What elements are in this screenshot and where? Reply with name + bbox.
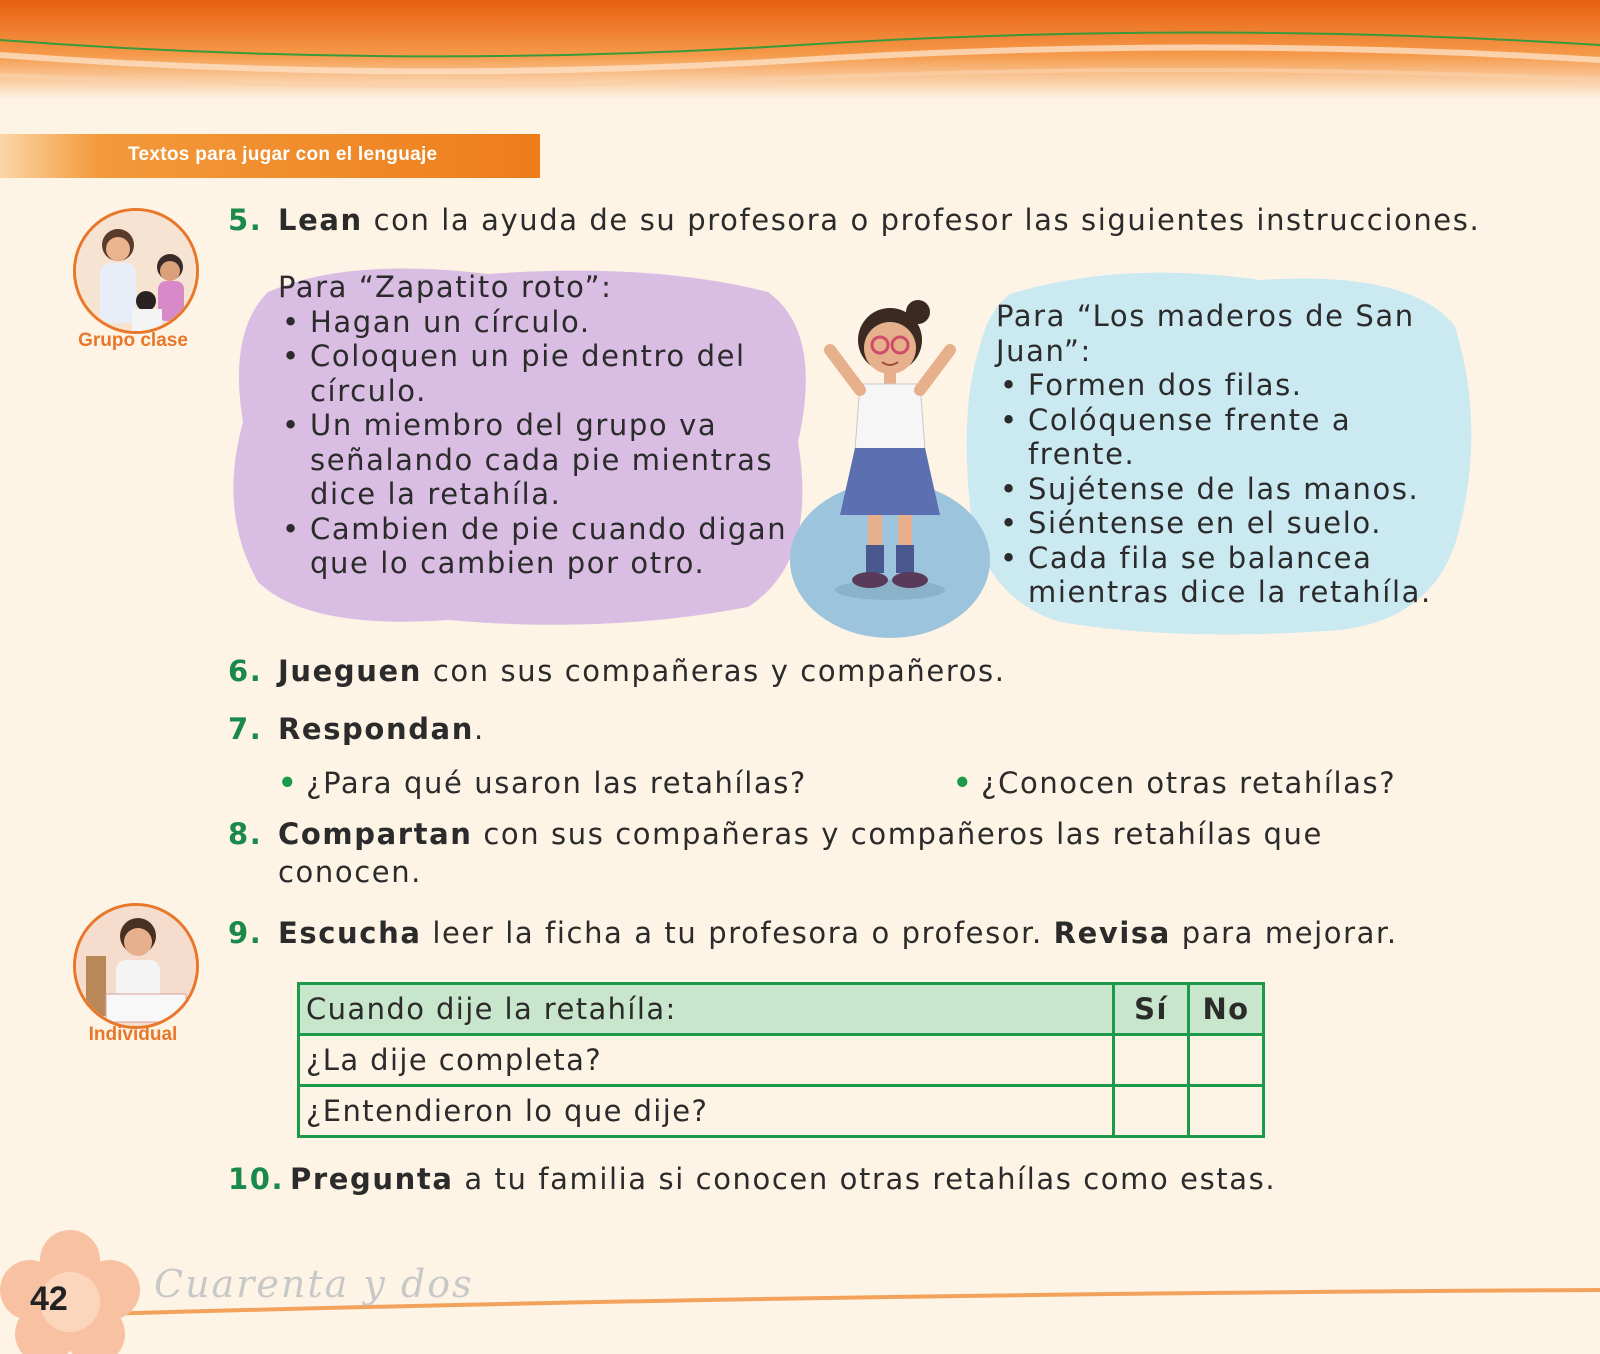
table-row [299, 1086, 1264, 1137]
section-banner [0, 134, 540, 178]
item-text: con sus compañeras y compañeros las retahílas que [472, 817, 1323, 851]
item-text: con la ayuda de su profesora o profesor las siguientes instrucciones. [362, 203, 1481, 237]
question-1 [278, 766, 807, 800]
bullet-icon: • [278, 766, 299, 800]
page-number: 42 [30, 1280, 68, 1318]
no-checkbox-cell[interactable] [1189, 1086, 1264, 1137]
item-text: leer la ficha a tu profesora o profesor. [421, 916, 1054, 950]
individual-label: Individual [88, 1024, 178, 1045]
item-number: 8. [228, 817, 263, 851]
item-text-end: para mejorar. [1170, 916, 1398, 950]
item-number: 7. [228, 712, 263, 746]
maderos-heading: Para “Los maderos de San Juan”: [996, 299, 1415, 368]
item-text: . [473, 712, 485, 746]
flower-icon [0, 1230, 150, 1354]
list-item: • Formen dos filas. [996, 368, 1466, 403]
table-header-no: No [1189, 984, 1264, 1035]
item-number: 5. [228, 203, 263, 237]
list-item: • Colóquense frente a frente. [996, 403, 1466, 472]
item-verb: Respondan [278, 712, 474, 746]
list-item: • Cambien de pie cuando digan que lo cambien por otro. [278, 512, 798, 581]
item-verb: Pregunta [290, 1162, 454, 1196]
page-number-words: Cuarenta y dos [154, 1262, 474, 1306]
header-wave-band [0, 0, 1600, 100]
table-cell-question: ¿Entendieron lo que dije? [299, 1086, 1114, 1137]
instruction-5 [228, 201, 1480, 239]
instruction-10 [228, 1160, 1276, 1198]
instruction-6 [228, 652, 1006, 690]
instruction-9 [228, 914, 1398, 952]
item-verb: Jueguen [278, 654, 423, 688]
item-text-continued: conocen. [278, 855, 422, 889]
question-2 [953, 766, 1396, 800]
item-verb: Lean [278, 203, 363, 237]
item-number: 6. [228, 654, 263, 688]
list-item: • Cada fila se balancea mientras dice la retahíla. [996, 541, 1466, 610]
list-item: • Un miembro del grupo va señalando cada pie mientras dice la retahíla. [278, 408, 798, 512]
girl-illustration [790, 290, 990, 640]
maderos-instructions [996, 299, 1466, 610]
item-verb: Compartan [278, 817, 473, 851]
yes-checkbox-cell[interactable] [1114, 1035, 1189, 1086]
item-verb-2: Revisa [1053, 916, 1171, 950]
zapatito-instructions [278, 270, 798, 581]
individual-icon [73, 903, 199, 1029]
list-item: • Coloquen un pie dentro del círculo. [278, 339, 798, 408]
instruction-7 [228, 710, 485, 748]
group-class-icon [73, 208, 199, 334]
table-header-question: Cuando dije la retahíla: [299, 984, 1114, 1035]
self-check-table [297, 982, 1265, 1138]
group-class-label: Grupo clase [78, 330, 188, 351]
list-item: • Siéntense en el suelo. [996, 506, 1466, 541]
maderos-steps [996, 368, 1466, 610]
question-text: ¿Conocen otras retahílas? [981, 766, 1397, 800]
list-item: • Sujétense de las manos. [996, 472, 1466, 507]
table-cell-question: ¿La dije completa? [299, 1035, 1114, 1086]
item-verb: Escucha [278, 916, 422, 950]
section-title: Textos para jugar con el lenguaje [128, 144, 438, 165]
zapatito-steps [278, 305, 798, 581]
list-item: • Hagan un círculo. [278, 305, 798, 340]
item-text: a tu familia si conocen otras retahílas como estas. [453, 1162, 1277, 1196]
bullet-icon: • [953, 766, 974, 800]
no-checkbox-cell[interactable] [1189, 1035, 1264, 1086]
instruction-8 [228, 815, 1323, 891]
item-number: 9. [228, 916, 263, 950]
table-header-row [299, 984, 1264, 1035]
item-number: 10. [228, 1162, 285, 1196]
zapatito-heading: Para “Zapatito roto”: [278, 270, 613, 304]
question-text: ¿Para qué usaron las retahílas? [306, 766, 807, 800]
item-text: con sus compañeras y compañeros. [422, 654, 1006, 688]
table-row [299, 1035, 1264, 1086]
yes-checkbox-cell[interactable] [1114, 1086, 1189, 1137]
table-header-yes: Sí [1114, 984, 1189, 1035]
